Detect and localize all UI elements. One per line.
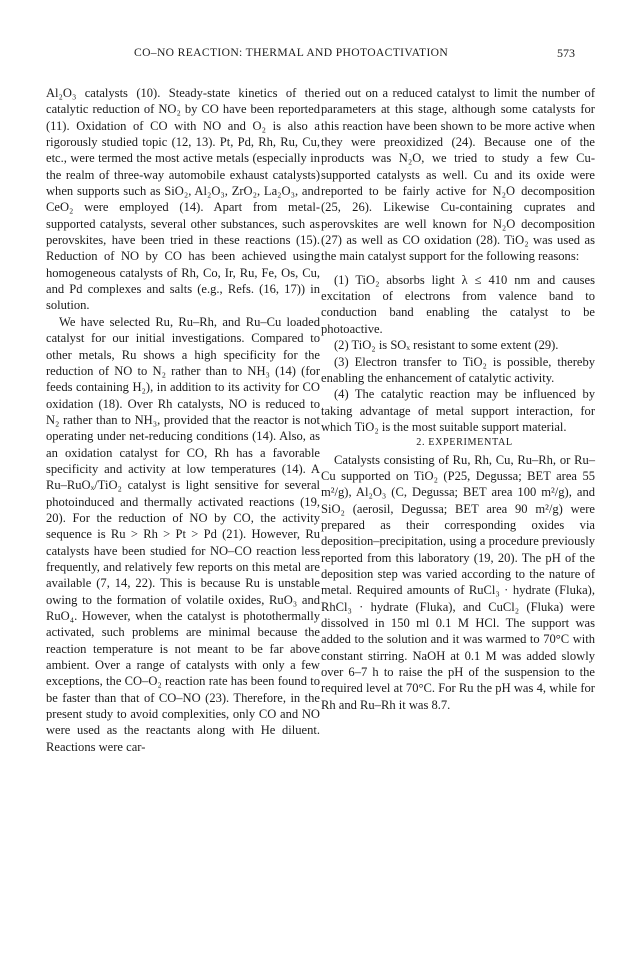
- reason-item-2: (2) TiO₂ is SOₓ resistant to some extent (29).: [334, 338, 559, 353]
- reason-item-4: (4) The catalytic reaction may be influenced by taking advantage of metal support interaction, for which TiO₂ is the most suitable support material.: [321, 387, 595, 434]
- running-head: CO–NO REACTION: THERMAL AND PHOTOACTIVATION: [134, 46, 449, 59]
- section-heading-experimental: 2. EXPERIMENTAL: [416, 437, 513, 449]
- reason-item-3: (3) Electron transfer to TiO₂ is possible, thereby enabling the enhancement of catalytic activity.: [321, 354, 595, 385]
- page-number: 573: [557, 46, 575, 60]
- paragraph-catalyst-selection: We have selected Ru, Ru–Rh, and Ru–Cu loaded catalyst for our initial investigations. Compared to other metals, Ru shows a high specificity for the reduction of NO to N₂ rather than to NH₃ (14) (for feeds containing H₂), in addition to its activity for CO oxidation (18). Over Rh catalysts, NO is reduced to N₂ rather than to NH₃, provided that the reactor is not operating under net-reducing conditions (14). Also, as an oxidation catalyst for CO, Rh has a favorable specificity and activity at low temperatures (14). A Ru–RuOₓ/TiO₂ catalyst is light sensitive for several photoinduced and thermally activated reactions (19, 20). For the reduction of NO by CO, the activity sequence is Ru > Rh > Pt > Pd (21). However, Ru catalysts have been studied for NO–CO reaction less frequently, and relatively few reports on this metal are available (7, 14, 22). This is because Ru is unstable owing to the formation of volatile oxides, RuO₃ and RuO₄. However, when the catalyst is photothermally activated, such problems are minimal because the reaction temperature is not meant to be far above ambient. Over a range of catalysts with only a few exceptions, the CO–O₂ reaction rate has been found to be faster than that of CO–NO (23). Therefore, in the present study to avoid complexities, only CO and NO were used as the reactants along with He diluent. Reactions were car-: [46, 314, 320, 754]
- left-column: [46, 85, 320, 755]
- page-header: [0, 46, 635, 66]
- paragraph-intro-continued: Al₂O₃ catalysts (10). Steady-state kinetics of the catalytic reduction of NO₂ by CO have been reported (11). Oxidation of CO with NO and O₂ is also a rigorously studied topic (12, 13). Pt, Pd, Rh, Ru, Cu, etc., were termed the most active metals (especially in the realm of three-way automobile exhaust catalysts) when supports such as SiO₂, Al₂O₃, ZrO₂, La₂O₃, and CeO₂ were employed (14). Apart from metal-supported catalysts, several other substances, such as perovskites, have been tried in these reactions (15). Reduction of NO by CO has been achieved using homogeneous catalysts of Rh, Co, Ir, Ru, Fe, Os, Cu, and Pd complexes and salts (e.g., Refs. (16, 17)) in solution.: [46, 86, 320, 313]
- right-column: [321, 85, 595, 713]
- paragraph-experimental: Catalysts consisting of Ru, Rh, Cu, Ru–Rh, or Ru–Cu supported on TiO₂ (P25, Degussa; BET area 55 m²/g), Al₂O₃ (C, Degussa; BET area 100 m²/g), and SiO₂ (aerosil, Degussa; BET area 90 m²/g) were prepared as their corresponding oxides via deposition–precipitation, using a procedure previously reported from this laboratory (19, 20). The pH of the deposition step was varied according to the nature of metal. Required amounts of RuCl₃ · hydrate (Fluka), RhCl₃ · hydrate (Fluka), and CuCl₂ (Fluka) were dissolved in 150 ml 0.1 M HCl. The support was added to the solution and it was warmed to 70°C with constant stirring. NaOH at 0.1 M was added slowly over 6–7 h to raise the pH of the suspension to the required level at 70°C. For Ru the pH was 4, while for Rh and Ru–Rh it was 8.7.: [321, 452, 595, 712]
- reason-item-1: (1) TiO₂ absorbs light λ ≤ 410 nm and causes excitation of electrons from valence band to conduction band enabling the catalyst to be photoactive.: [321, 272, 595, 336]
- paragraph-reduced-catalyst: ried out on a reduced catalyst to limit the number of parameters at this stage, although some catalysts for this reaction have been shown to be more active when they were preoxidized (24). Because one of the products was N₂O, we tried to study a few Cu-supported catalysts as well. Cu and its oxide were reported to be fairly active for N₂O decomposition (25, 26). Likewise Cu-containing cuprates and perovskites are well known for N₂O decomposition (27) as well as CO oxidation (28). TiO₂ was used as the main catalyst support for the following reasons:: [321, 86, 595, 264]
